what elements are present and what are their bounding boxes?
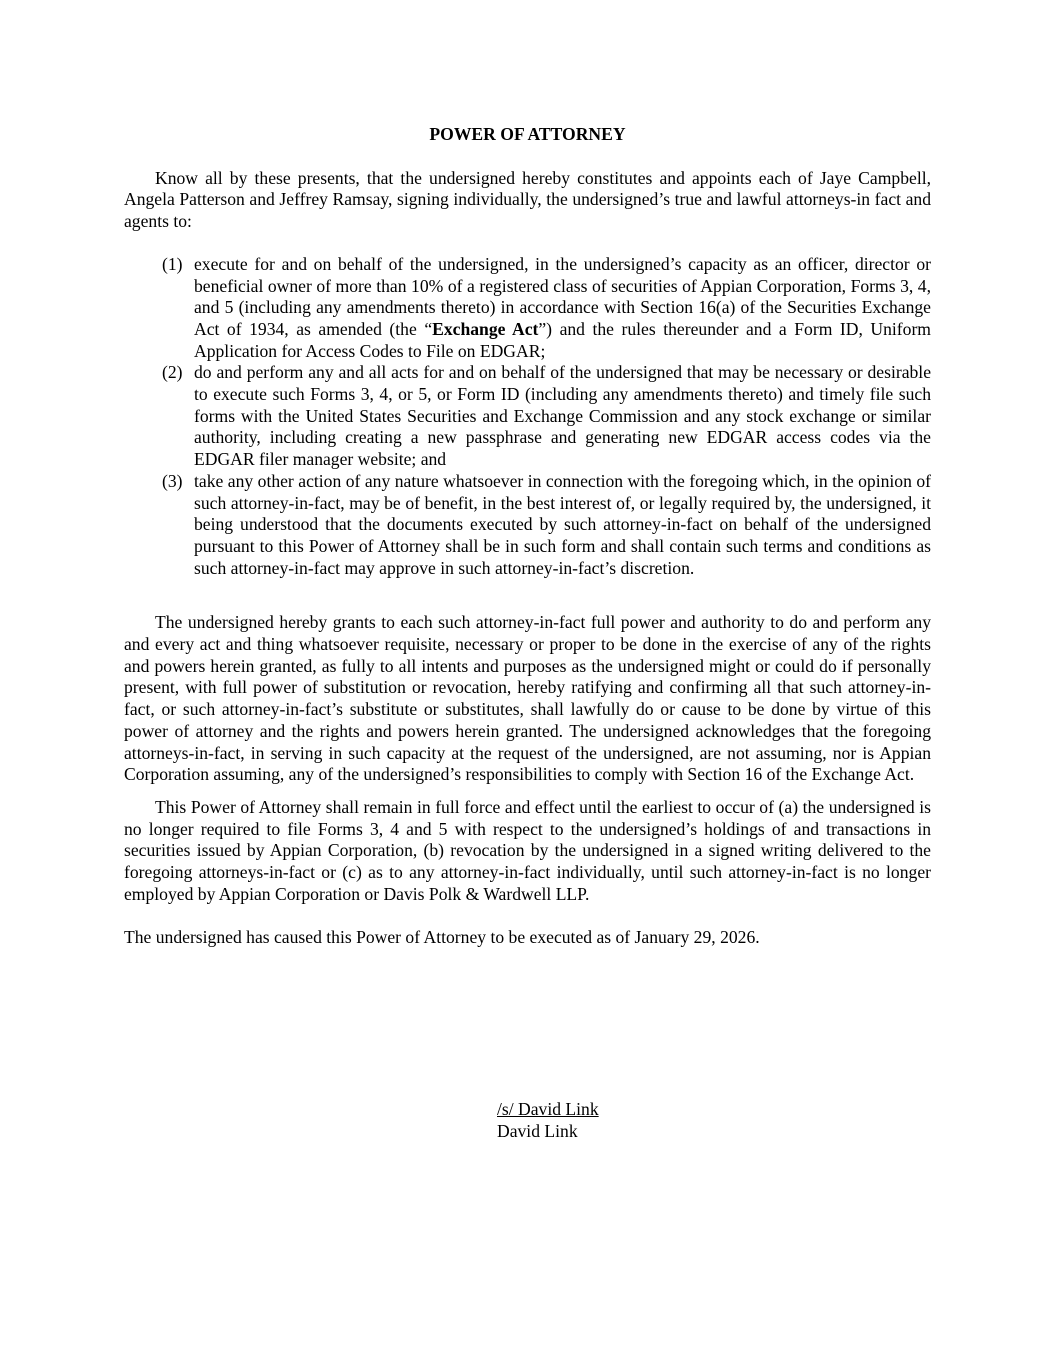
document-body: [124, 124, 931, 948]
list-text: do and perform any and all acts for and on behalf of the undersigned that may be necessary or desirable to execute such Forms 3, 4, or 5, or Form ID (including any amendments thereto) and timely file such forms with the United States Securities and Exchange Commission and any stock exchange or similar authority, including creating a new passphrase and generating new EDGAR access codes via the EDGAR filer manager website; and: [194, 362, 931, 470]
list-item: [124, 471, 931, 580]
list-text: take any other action of any nature whatsoever in connection with the foregoing which, in the opinion of such attorney-in-fact, may be of benefit, in the best interest of, or legally required by, the undersigned, it being understood that the documents executed by such attorney-in-fact on behalf of the undersigned pursuant to this Power of Attorney shall be in such form and shall contain such terms and conditions as such attorney-in-fact may approve in such attorney-in-fact’s discretion.: [194, 470, 931, 578]
signature-block: [497, 1099, 599, 1142]
powers-list: [124, 254, 931, 580]
list-number: (1): [162, 253, 183, 274]
intro-paragraph: Know all by these presents, that the undersigned hereby constitutes and appoints each of Jaye Campbell, Angela Patterson and Jeffrey Ramsay, signing individually, the undersigned’s true and lawful attorneys-in fact and agents to:: [124, 167, 931, 232]
list-item: [124, 362, 931, 471]
execution-paragraph: The undersigned has caused this Power of Attorney to be executed as of January 29, 2026.: [124, 926, 760, 947]
list-text: execute for and on behalf of the undersigned, in the undersigned’s capacity as an officer, director or beneficial owner of more than 10% of a registered class of securities of Appian Corporation, Forms 3, 4, and 5 (including any amendments thereto) in accordance with Section 16(a) of the Securities Exchange Act of 1934, as amended (the “: [194, 253, 931, 339]
document-title: POWER OF ATTORNEY: [429, 124, 626, 144]
defined-term: Exchange Act: [432, 318, 539, 339]
list-text: ”) and the rules thereunder and a Form ID, Uniform Application for Access Codes to File on EDGAR;: [194, 318, 931, 361]
list-number: (3): [162, 470, 183, 491]
signer-name: David Link: [497, 1120, 578, 1141]
list-number: (2): [162, 362, 183, 383]
signature-line: /s/ David Link: [497, 1099, 599, 1119]
term-paragraph: This Power of Attorney shall remain in full force and effect until the earliest to occur of (a) the undersigned is no longer required to file Forms 3, 4 and 5 with respect to the undersigned’s holdings of and transactions in securities issued by Appian Corporation, (b) revocation by the undersigned in a signed writing delivered to the foregoing attorneys-in-fact or (c) as to any attorney-in-fact individually, until such attorney-in-fact is no longer employed by Appian Corporation or Davis Polk & Wardwell LLP.: [124, 796, 931, 904]
grant-paragraph: The undersigned hereby grants to each such attorney-in-fact full power and authority to do and perform any and every act and thing whatsoever requisite, necessary or proper to be done in the exercise of any of the rights and powers herein granted, as fully to all intents and purposes as the undersigned might or could do if personally present, with full power of substitution or revocation, hereby ratifying and confirming all that such attorney-in-fact, or such attorney-in-fact’s substitute or substitutes, shall lawfully do or cause to be done by virtue of this power of attorney and the rights and powers herein granted. The undersigned acknowledges that the foregoing attorneys-in-fact, in serving in such capacity at the request of the undersigned, are not assuming, nor is Appian Corporation assuming, any of the undersigned’s responsibilities to comply with Section 16 of the Exchange Act.: [124, 612, 931, 785]
list-item: [124, 254, 931, 363]
